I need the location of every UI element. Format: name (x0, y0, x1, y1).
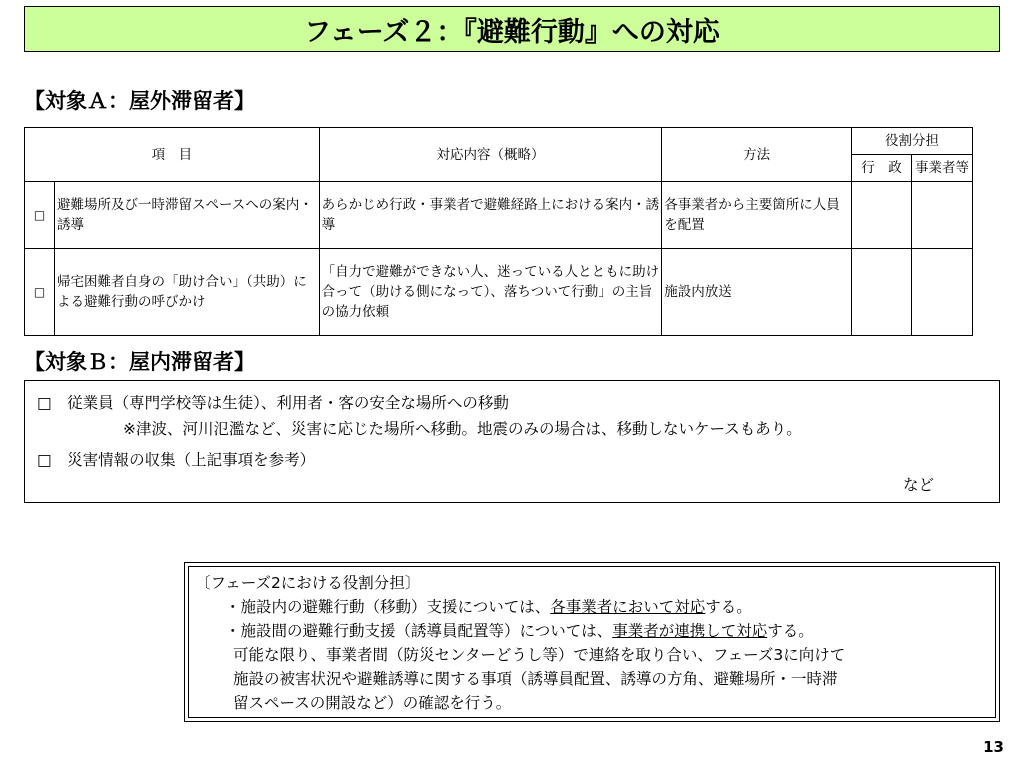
section-a-heading: 【対象Ａ：屋外滞留者】 (24, 89, 255, 113)
header-content: 対応内容（概略） (319, 128, 662, 182)
row-checkbox: □ (25, 182, 55, 249)
page-number: 13 (983, 738, 1004, 756)
role-note-box (184, 562, 1000, 722)
note-line-1 (225, 595, 752, 617)
note-line-1-post: する。 (705, 598, 752, 616)
row-item: 避難場所及び一時滞留スペースへの案内・誘導 (54, 182, 319, 249)
note-line-2-underlined: 事業者が連携して対応 (612, 622, 768, 640)
table-row (25, 182, 973, 249)
role-note-inner (188, 566, 996, 718)
note-line-2-pre: ・施設間の避難行動支援（誘導員配置等）については、 (225, 622, 613, 640)
note-heading: 〔フェーズ2における役割分担〕 (195, 574, 421, 592)
row-business (912, 182, 973, 249)
row-gov (852, 249, 912, 336)
header-role: 役割分担 (852, 128, 973, 155)
header-method: 方法 (662, 128, 852, 182)
table-header-row (25, 128, 973, 155)
row-method: 施設内放送 (662, 249, 852, 336)
row-item: 帰宅困難者自身の「助け合い」（共助）による避難行動の呼びかけ (54, 249, 319, 336)
header-gov: 行 政 (852, 155, 912, 182)
row-checkbox: □ (25, 249, 55, 336)
row-content: 「自力で避難ができない人、迷っている人とともに助け合って（助ける側になって）、落ちついて行動」の主旨の協力依頼 (319, 249, 662, 336)
note-line-4: 施設の被害状況や避難誘導に関する事項（誘導員配置、誘導の方角、避難場所・一時滞 (233, 670, 838, 688)
header-business: 事業者等 (912, 155, 973, 182)
note-line-2 (225, 619, 814, 641)
indoor-item-move: □ 従業員（専門学校等は生徒）、利用者・客の安全な場所への移動 (37, 394, 509, 412)
header-item: 項 目 (25, 128, 320, 182)
row-method: 各事業者から主要箇所に人員を配置 (662, 182, 852, 249)
slide-title-text: フェーズ２：『避難行動』への対応 (304, 16, 720, 48)
row-content: あらかじめ行政・事業者で避難経路上における案内・誘導 (319, 182, 662, 249)
indoor-item-move-note: ※津波、河川氾濫など、災害に応じた場所へ移動。地震のみの場合は、移動しないケースもあり。 (123, 420, 802, 438)
note-line-1-pre: ・施設内の避難行動（移動）支援については、 (225, 598, 551, 616)
note-line-2-post: する。 (767, 622, 814, 640)
section-b-heading: 【対象Ｂ：屋内滞留者】 (24, 350, 255, 374)
indoor-response-box (24, 380, 1000, 503)
note-line-5: 留スペースの開設など）の確認を行う。 (233, 694, 512, 712)
slide-title (24, 6, 1000, 52)
indoor-item-info: □ 災害情報の収集（上記事項を参考） (37, 451, 316, 469)
note-line-1-underlined: 各事業者において対応 (550, 598, 706, 616)
table-row (25, 249, 973, 336)
indoor-etc: など (903, 476, 935, 494)
row-business (912, 249, 973, 336)
outdoor-response-table (24, 127, 973, 336)
row-gov (852, 182, 912, 249)
note-line-3: 可能な限り、事業者間（防災センターどうし等）で連絡を取り合い、フェーズ3に向けて (233, 646, 846, 664)
